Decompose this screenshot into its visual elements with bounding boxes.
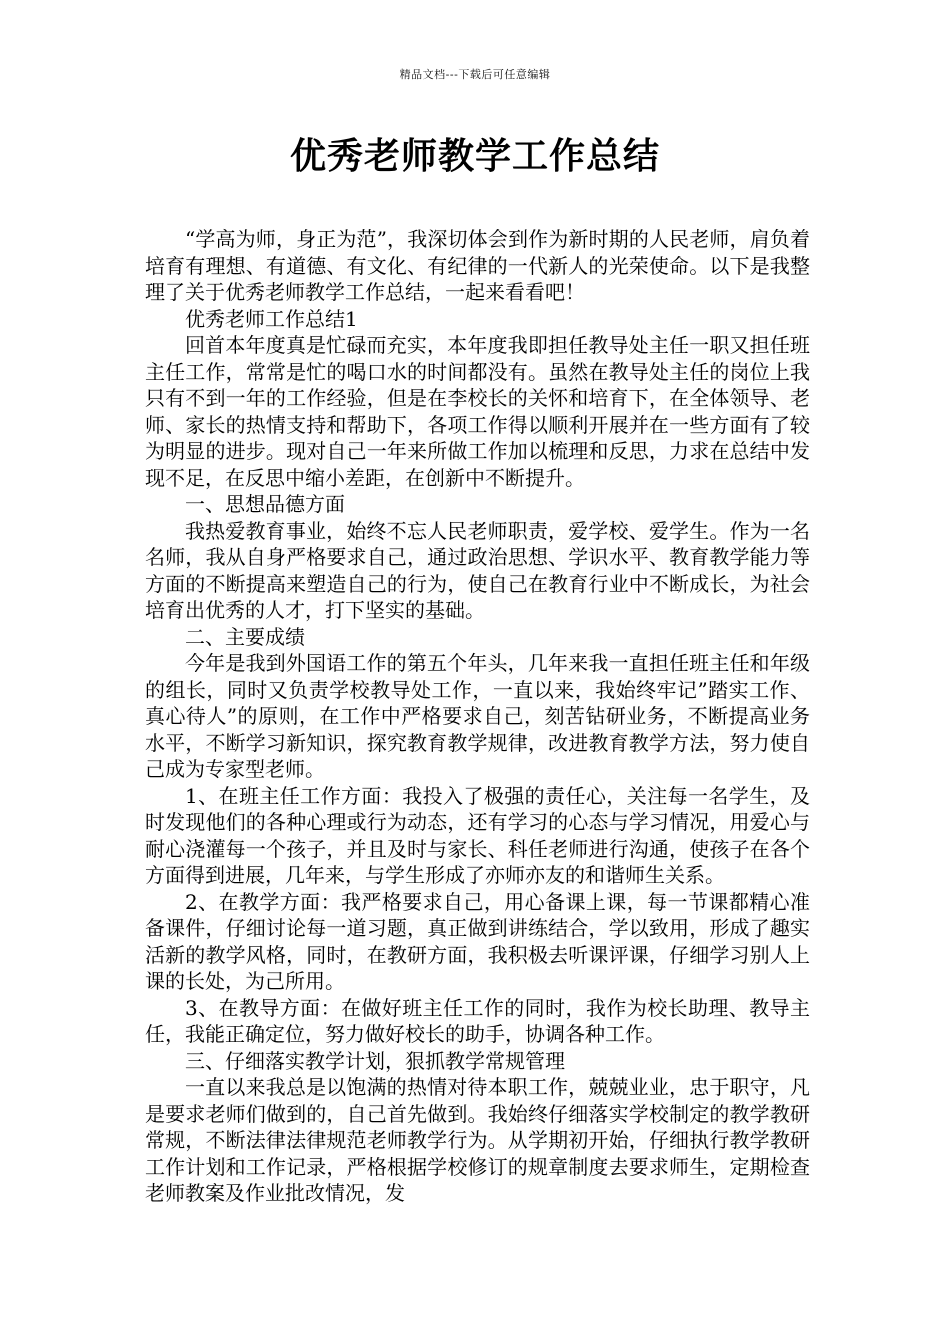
section-heading-ideology: 一、思想品德方面 [185,492,345,516]
section-heading-achievements: 二、主要成绩 [185,624,305,649]
body-paragraph: 我热爱教育事业，始终不忘人民老师职责，爱学校、爱学生。作为一名名师，我从自身严格要求自己，通过政治思想、学识水平、教育教学能力等方面的不断提高来塑造自己的行为，使自己在教育行业中不断成长，为社会培育出优秀的人才，打下坚实的基础。 [145,518,810,622]
body-paragraph: 回首本年度真是忙碌而充实，本年度我即担任教导处主任一职又担任班主任工作，常常是忙的喝口水的时间都没有。虽然在教导处主任的岗位上我只有不到一年的工作经验，但是在李校长的关怀和培育下，在全体领导、老师、家长的热情支持和帮助下，各项工作得以顺利开展并在一些方面有了较为明显的进步。现对自己一年来所做工作加以梳理和反思，力求在总结中发现不足，在反思中缩小差距，在创新中不断提升。 [145,333,810,490]
page-title: 优秀老师教学工作总结 [289,135,660,177]
body-paragraph: 一直以来我总是以饱满的热情对待本职工作，兢兢业业，忠于职守，凡是要求老师们做到的，自己首先做到。我始终仔细落实学校制定的教学教研常规，不断法律法律规范老师教学行为。从学期初开始，仔细执行教学教研工作计划和工作记录，严格根据学校修订的规章制度去要求师生，定期检查老师教案及作业批改情况，发 [145,1075,810,1205]
body-paragraph: 3、在教导方面：在做好班主任工作的同时，我作为校长助理、教导主任，我能正确定位，努力做好校长的助手，协调各种工作。 [145,995,810,1046]
section-heading-summary-1: 优秀老师工作总结1 [185,306,358,331]
header-note: 精品文档---下载后可任意编辑 [399,68,551,81]
body-paragraph: 2、在教学方面：我严格要求自己，用心备课上课，每一节课都精心准备课件，仔细讨论每一道习题，真正做到讲练结合，学以致用，形成了趣实活新的教学风格，同时，在教研方面，我积极去听课评课，仔细学习别人上课的长处，为己所用。 [145,889,810,993]
body-paragraph: 1、在班主任工作方面：我投入了极强的责任心，关注每一名学生，及时发现他们的各种心理或行为动态，还有学习的心态与学习情况，用爱心与耐心浇灌每一个孩子，并且及时与家长、科任老师进行沟通，使孩子在各个方面得到进展，几年来，与学生形成了亦师亦友的和谐师生关系。 [145,783,810,887]
document-body [145,226,810,1207]
intro-paragraph: “学高为师，身正为范”，我深切体会到作为新时期的人民老师，肩负着培育有理想、有道德、有文化、有纪律的一代新人的光荣使命。以下是我整理了关于优秀老师教学工作总结，一起来看看吧！ [145,227,810,304]
body-paragraph: 今年是我到外国语工作的第五个年头，几年来我一直担任班主任和年级的组长，同时又负责学校教导处工作，一直以来，我始终牢记”踏实工作、真心待人”的原则，在工作中严格要求自己，刻苦钻研业务，不断提高业务水平，不断学习新知识，探究教育教学规律，改进教育教学方法，努力使自己成为专家型老师。 [145,651,810,781]
section-heading-teaching-plan: 三、仔细落实教学计划，狠抓教学常规管理 [185,1048,565,1073]
